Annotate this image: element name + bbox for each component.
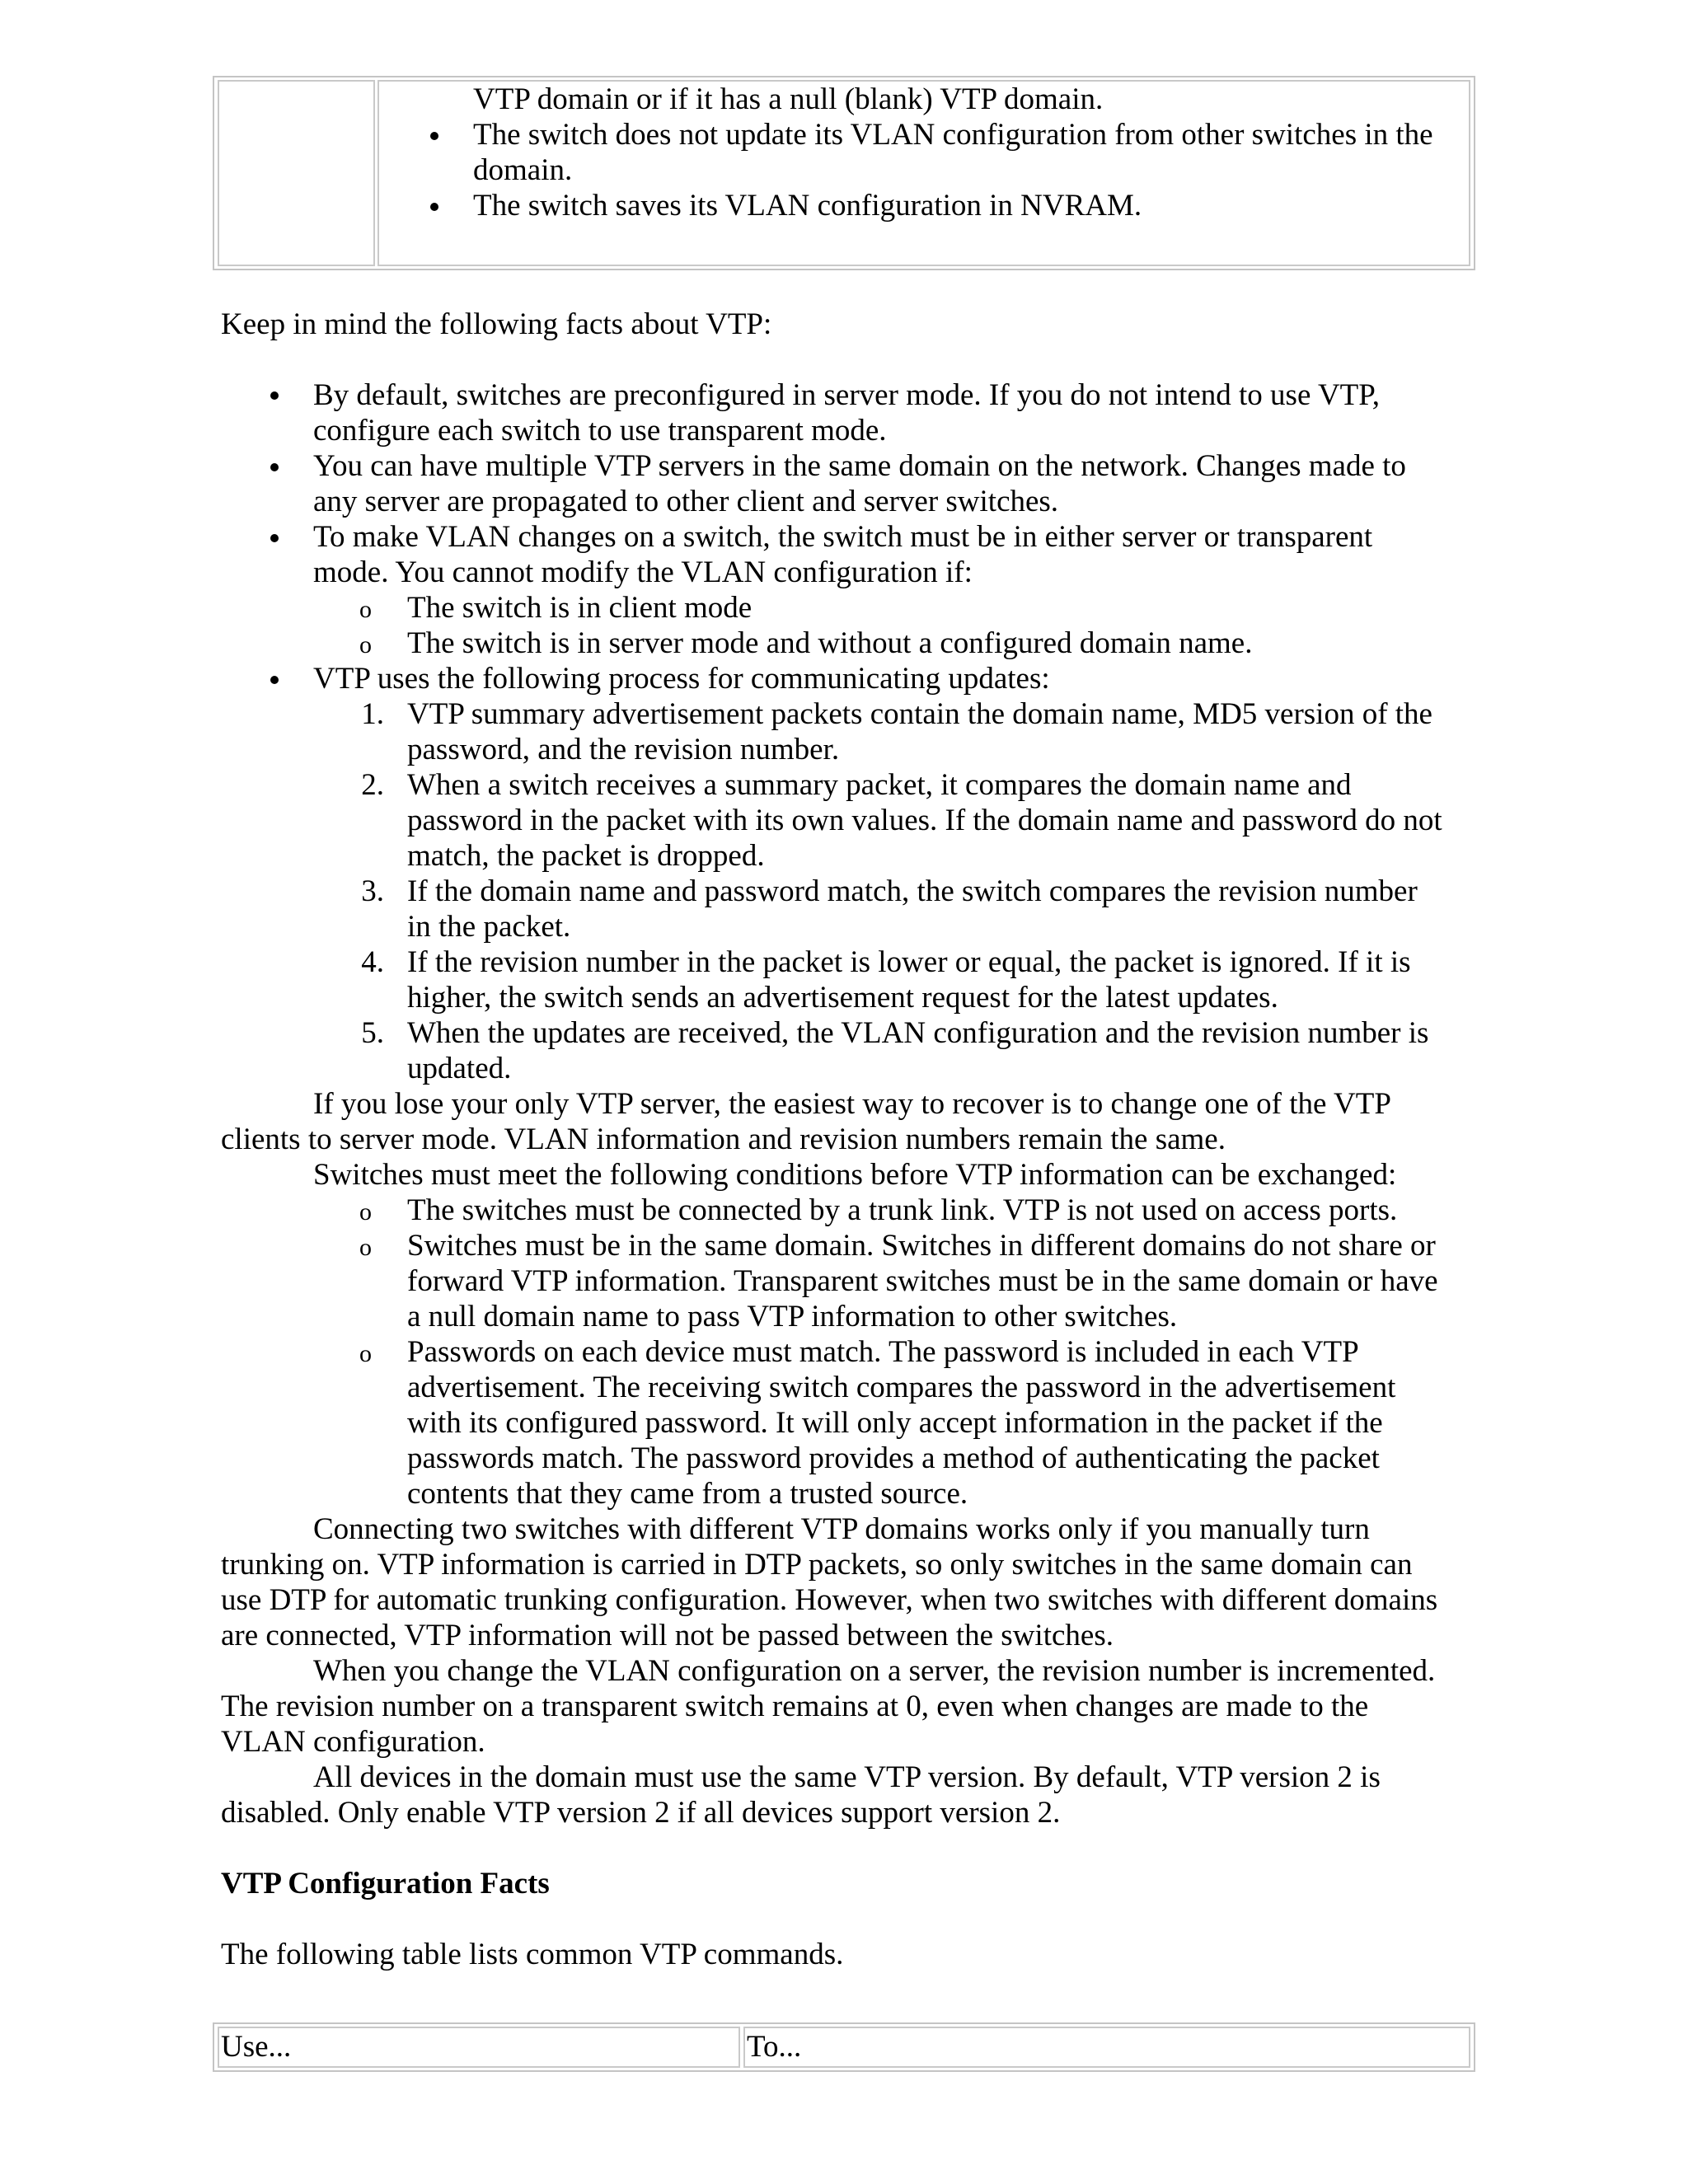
paragraph-line: are connected, VTP information will not be passed between the switches. xyxy=(221,1619,1114,1652)
bullet-text: any server are propagated to other client and server switches. xyxy=(313,485,1059,518)
step-text: higher, the switch sends an advertisement request for the latest updates. xyxy=(407,981,1278,1015)
circle-bullet-icon: o xyxy=(359,1234,372,1261)
condition-text: forward VTP information. Transparent switches must be in the same domain or have xyxy=(407,1264,1438,1298)
step-number: 5. xyxy=(361,1016,384,1050)
intro-text: Keep in mind the following facts about VTP: xyxy=(221,307,772,341)
paragraph-line: VLAN configuration. xyxy=(221,1725,485,1759)
step-text: updated. xyxy=(407,1052,512,1085)
step-text: When the updates are received, the VLAN configuration and the revision number is xyxy=(407,1016,1429,1050)
step-number: 1. xyxy=(361,697,384,731)
condition-text: passwords match. The password provides a method of authenticating the packet xyxy=(407,1441,1380,1475)
table-header-use: Use... xyxy=(221,2030,292,2064)
table-text-line: The switch saves its VLAN configuration in NVRAM. xyxy=(473,189,1142,223)
paragraph-line: If you lose your only VTP server, the easiest way to recover is to change one of the VTP xyxy=(313,1087,1391,1121)
step-number: 4. xyxy=(361,945,384,979)
paragraph-line: When you change the VLAN configuration on a server, the revision number is incremented. xyxy=(313,1654,1436,1688)
paragraph-line: clients to server mode. VLAN information and revision numbers remain the same. xyxy=(221,1122,1226,1156)
table-text-line: The switch does not update its VLAN configuration from other switches in the xyxy=(473,118,1433,152)
bullet-icon xyxy=(270,391,279,400)
paragraph-line: All devices in the domain must use the same VTP version. By default, VTP version 2 is xyxy=(313,1760,1381,1794)
paragraph-line: disabled. Only enable VTP version 2 if all devices support version 2. xyxy=(221,1796,1061,1830)
step-number: 3. xyxy=(361,874,384,908)
circle-bullet-icon: o xyxy=(359,631,372,658)
condition-text: The switches must be connected by a trunk link. VTP is not used on access ports. xyxy=(407,1193,1398,1227)
condition-text: advertisement. The receiving switch compares the password in the advertisement xyxy=(407,1371,1396,1404)
step-text: If the domain name and password match, the switch compares the revision number xyxy=(407,874,1418,908)
table-header-to: To... xyxy=(747,2030,802,2064)
step-text: password, and the revision number. xyxy=(407,733,840,766)
step-number: 2. xyxy=(361,768,384,802)
paragraph-line: trunking on. VTP information is carried in DTP packets, so only switches in the same domain can xyxy=(221,1548,1413,1582)
bullet-icon xyxy=(270,463,279,471)
step-text: in the packet. xyxy=(407,910,571,944)
step-text: match, the packet is dropped. xyxy=(407,839,765,873)
bullet-text: To make VLAN changes on a switch, the switch must be in either server or transparent xyxy=(313,520,1373,554)
bullet-text: You can have multiple VTP servers in the same domain on the network. Changes made to xyxy=(313,449,1406,483)
paragraph-line: Connecting two switches with different VTP domains works only if you manually turn xyxy=(313,1512,1370,1546)
bullet-text: configure each switch to use transparent mode. xyxy=(313,414,887,448)
bullet-icon xyxy=(270,676,279,684)
step-text: VTP summary advertisement packets contain the domain name, MD5 version of the xyxy=(407,697,1432,731)
table-cell-empty xyxy=(218,80,375,266)
table-text-line: VTP domain or if it has a null (blank) VTP domain. xyxy=(473,82,1104,116)
circle-bullet-icon: o xyxy=(359,596,372,623)
sub-bullet-text: The switch is in server mode and without a configured domain name. xyxy=(407,626,1253,660)
condition-text: Passwords on each device must match. The password is included in each VTP xyxy=(407,1335,1359,1369)
section-intro: The following table lists common VTP commands. xyxy=(221,1938,844,1971)
table-header-cell xyxy=(218,2027,740,2068)
condition-text: Switches must be in the same domain. Switches in different domains do not share or xyxy=(407,1229,1436,1263)
condition-text: a null domain name to pass VTP information to other switches. xyxy=(407,1300,1178,1333)
bullet-text: By default, switches are preconfigured in server mode. If you do not intend to use VTP, xyxy=(313,378,1381,412)
bullet-icon xyxy=(430,203,438,211)
table-header-cell xyxy=(743,2027,1470,2068)
section-heading: VTP Configuration Facts xyxy=(221,1867,550,1900)
paragraph-line: Switches must meet the following conditions before VTP information can be exchanged: xyxy=(313,1158,1397,1192)
step-text: If the revision number in the packet is lower or equal, the packet is ignored. If it is xyxy=(407,945,1411,979)
bullet-icon xyxy=(430,132,438,140)
circle-bullet-icon: o xyxy=(359,1340,372,1367)
step-text: password in the packet with its own values. If the domain name and password do not xyxy=(407,804,1442,837)
circle-bullet-icon: o xyxy=(359,1198,372,1226)
paragraph-line: The revision number on a transparent switch remains at 0, even when changes are made to the xyxy=(221,1690,1369,1723)
bullet-text: mode. You cannot modify the VLAN configuration if: xyxy=(313,555,973,589)
table-text-line: domain. xyxy=(473,153,573,187)
condition-text: with its configured password. It will only accept information in the packet if the xyxy=(407,1406,1383,1440)
bullet-text: VTP uses the following process for communicating updates: xyxy=(313,662,1050,696)
step-text: When a switch receives a summary packet, it compares the domain name and xyxy=(407,768,1352,802)
paragraph-line: use DTP for automatic trunking configuration. However, when two switches with different domains xyxy=(221,1583,1438,1617)
condition-text: contents that they came from a trusted source. xyxy=(407,1477,968,1511)
bullet-icon xyxy=(270,534,279,542)
sub-bullet-text: The switch is in client mode xyxy=(407,591,753,625)
